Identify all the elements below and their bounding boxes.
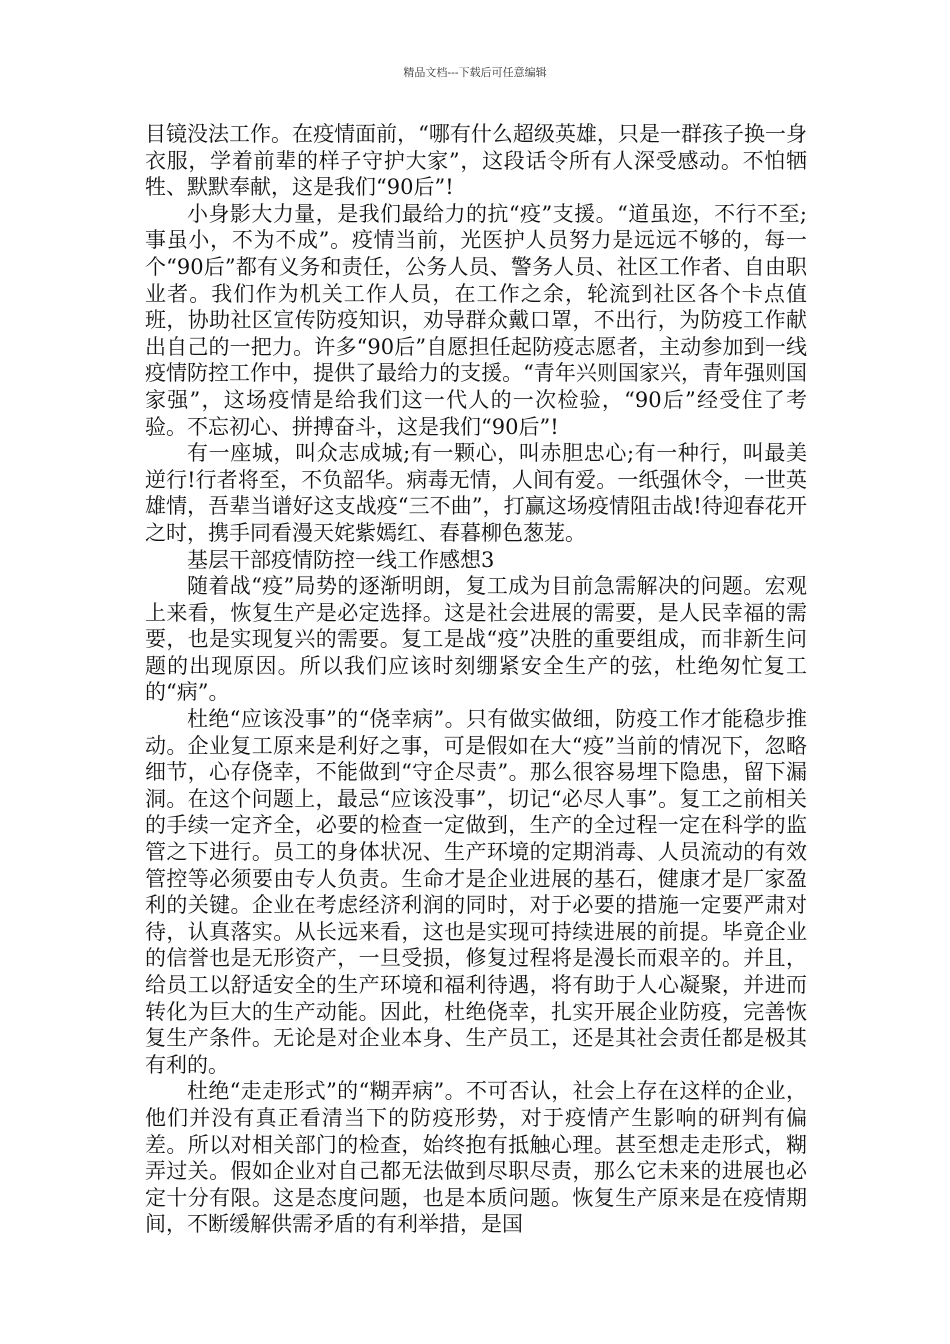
paragraph-5: 杜绝“应该没事”的“侥幸病”。只有做实做细，防疫工作才能稳步推动。企业复工原来是利好之事，可是假如在大“疫”当前的情况下，忽略细节，心存侥幸，不能做到“守企尽责”。那么很容易埋下隐患，留下漏洞。在这个问题上，最忌“应该没事”，切记“必尽人事”。复工之前相关的手续一定齐全，必要的检查一定做到，生产的全过程一定在科学的监管之下进行。员工的身体状况、生产环境的定期消毒、人员流动的有效管控等必须要由专人负责。生命才是企业进展的基石，健康才是厂家盈利的关键。企业在考虑经济利润的同时，对于必要的措施一定要严肃对待，认真落实。从长远来看，这也是实现可持续进展的前提。毕竟企业的信誉也是无形资产，一旦受损，修复过程将是漫长而艰辛的。并且，给员工以舒适安全的生产环境和福利待遇，将有助于人心凝聚，并进而转化为巨大的生产动能。因此，杜绝侥幸，扎实开展企业防疫，完善恢复生产条件。无论是对企业本身、生产员工，还是其社会责任都是极其有利的。 <box>145 707 807 1077</box>
document-body <box>145 121 807 1238</box>
section-heading: 基层干部疫情防控一线工作感想3 <box>187 547 495 572</box>
page-header: 精品文档---下载后可任意编辑 <box>403 66 547 79</box>
paragraph-2: 小身影大力量，是我们最给力的抗“疫”支援。“道虽迩，不行不至;事虽小，不为不成”。疫情当前，光医护人员努力是远远不够的，每一个“90后”都有义务和责任，公务人员、警务人员、社区工作者、自由职业者。我们作为机关工作人员，在工作之余，轮流到社区各个卡点值班，协助社区宣传防疫知识，劝导群众戴口罩，不出行，为防疫工作献出自己的一把力。许多“90后”自愿担任起防疫志愿者，主动参加到一线疫情防控工作中，提供了最给力的支援。“青年兴则国家兴，青年强则国家强”，这场疫情是给我们这一代人的一次检验，“90后”经受住了考验。不忘初心、拼搏奋斗，这是我们“90后”! <box>145 201 807 439</box>
paragraph-3: 有一座城，叫众志成城;有一颗心，叫赤胆忠心;有一种行，叫最美逆行!行者将至，不负韶华。病毒无情，人间有爱。一纸强休令，一世英雄情，吾辈当谱好这支战疫“三不曲”，打赢这场疫情阻击战!待迎春花开之时，携手同看漫天姹紫嫣红、春暮柳色葱茏。 <box>145 441 807 545</box>
paragraph-6: 杜绝“走走形式”的“糊弄病”。不可否认，社会上存在这样的企业，他们并没有真正看清当下的防疫形势，对于疫情产生影响的研判有偏差。所以对相关部门的检查，始终抱有抵触心理。甚至想走走形式，糊弄过关。假如企业对自己都无法做到尽职尽责，那么它未来的进展也必定十分有限。这是态度问题，也是本质问题。恢复生产原来是在疫情期间，不断缓解供需矛盾的有利举措，是国 <box>145 1079 807 1237</box>
paragraph-1: 目镜没法工作。在疫情面前，“哪有什么超级英雄，只是一群孩子换一身衣服，学着前辈的样子守护大家”，这段话令所有人深受感动。不怕牺牲、默默奉献，这是我们“90后”! <box>145 122 807 200</box>
paragraph-4: 随着战“疫”局势的逐渐明朗，复工成为目前急需解决的问题。宏观上来看，恢复生产是必定选择。这是社会进展的需要，是人民幸福的需要，也是实现复兴的需要。复工是战“疫”决胜的重要组成，而非新生问题的出现原因。所以我们应该时刻绷紧安全生产的弦，杜绝匆忙复工的“病”。 <box>145 574 807 705</box>
